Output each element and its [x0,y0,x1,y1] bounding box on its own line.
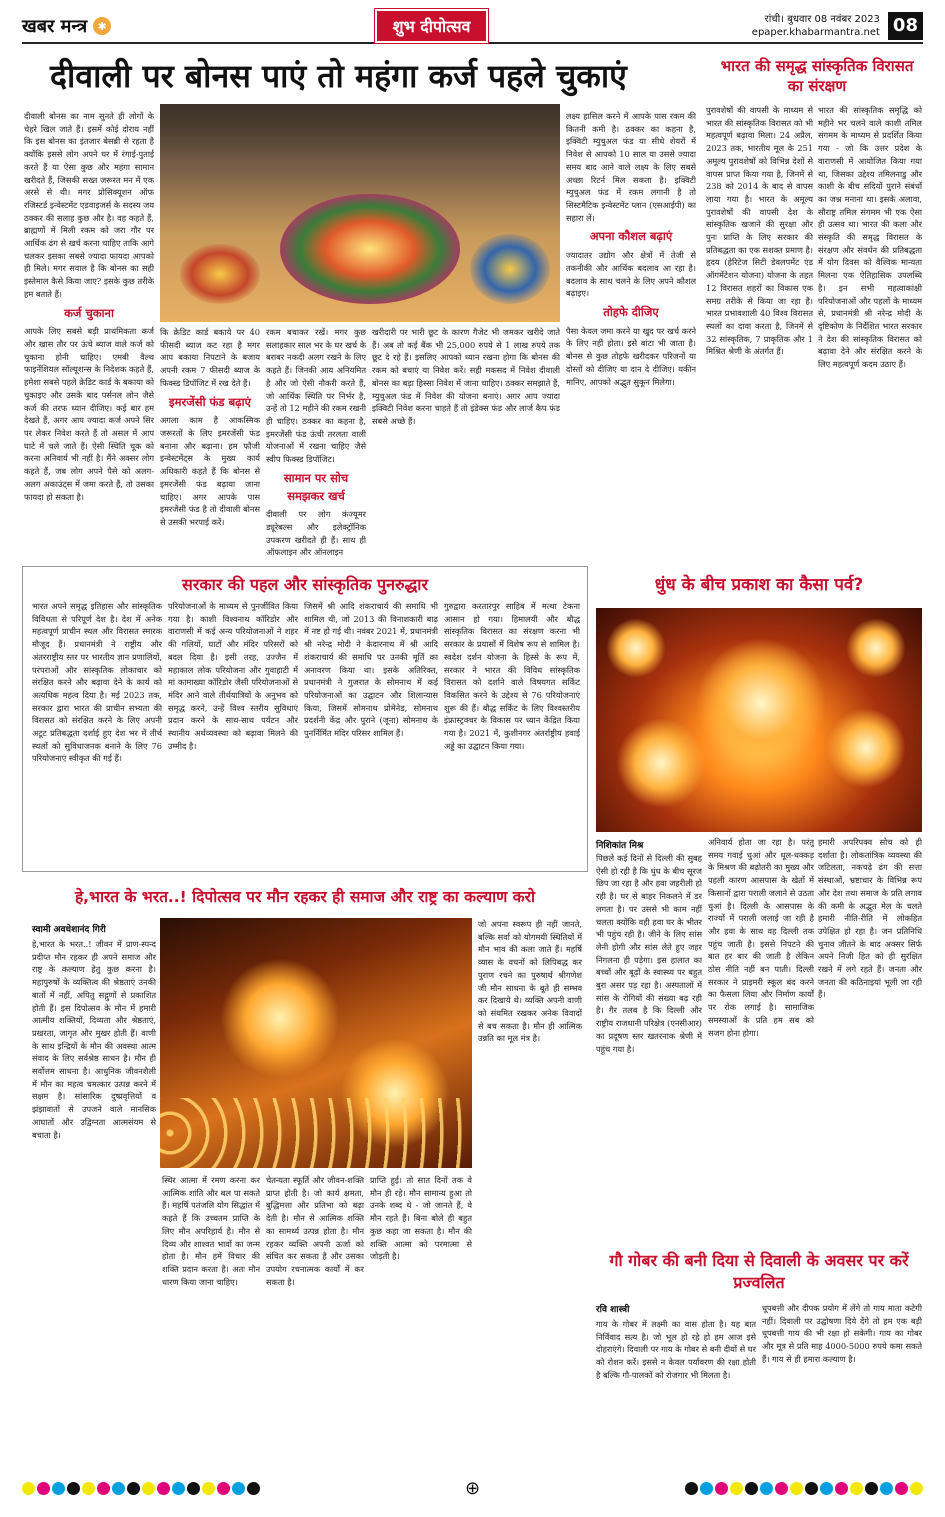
story3-col4: गुरुद्वारा करतारपुर साहिब में मत्था टेकना आसान हो गया। हिमालयी और बौद्ध सांस्कृतिक विरासत का संरक्षण करना भी सरकार के प्रयासों में विशेष रूप से शामिल है। स्वदेश दर्शन योजना के हिस्से के रूप में, सरकार ने भारत की विविध सांस्कृतिक विरासत को दर्शाने वाले विषयगत सर्किट विकसित करने के उद्देश्य से 76 परियोजनाएं शुरू की हैं। बौद्ध सर्किट के लिए विश्वस्तरीय इंफ्रास्ट्रक्चर के विकास पर ध्यान केंद्रित किया गया है। 2021 में, कुशीनगर अंतर्राष्ट्रीय हवाई अड्डे का उद्घाटन किया गया। [444,601,580,751]
story2-col2: भारत की सांस्कृतिक समृद्धि को महीने भर चलने वाले काशी तमिल संगमम के माध्यम से प्रदर्शित किया गया - जो कि उत्तर प्रदेश के वाराणसी में आयोजित किया गया था, जिसका उद्देश्य तमिलनाडु और काशी के बीच सदियों पुराने संबंधों का जश्न मनाना था। इसके अलावा, सौराष्ट्र तमिल संगमम भी एक ऐसा ही उत्सव था। भारत की कला और संस्कृति की समृद्ध विरासत के संरक्षण और संवर्धन की प्रतिबद्धता में योग दिवस को वैश्विक मान्यता मिलना एक ऐतिहासिक उपलब्धि है। इन सभी महत्वाकांक्षी परियोजनाओं और पहलों के माध्यम से, प्रधानमंत्री श्री नरेन्द्र मोदी के दृष्टिकोण के निर्देशित भारत सरकार ने देश की सांस्कृतिक विरासत को बढ़ावा देने और संरक्षित करने के लिए महत्वपूर्ण कदम उठाए हैं। [818,105,922,370]
print-registration-marks [22,1476,923,1500]
story4-col1: पिछले कई दिनों से दिल्ली की सुबह ऐसी हो रही है कि धुंध के बीच सूरज छिप जा रहा है और हवा जहरीली हो रही है। घर से बाहर निकलने में डर लगता है। पर उससे भी काम नहीं चलता क्योंकि वही हवा घर के भीतर भी पहुंच रही है। जीने के लिए सांस लेनी होगी और सांस लेते हुए जहर निगलना ही पड़ेगा। इस हालात का बच्चों और बूढ़ों के स्वास्थ्य पर बहुत बुरा असर पड़ रहा है। अस्पतालों में सांस के रोगियों की संख्या बढ़ रही है। गैर तलब है कि दिल्ली और राष्ट्रीय राजधानी परिक्षेत्र (एनसीआर) का प्रदूषण स्तर खतरनाक श्रेणी में पहुंच गया है। [596,853,702,1054]
story6-col2: धूपबत्ती और दीपक प्रयोग में लेंगे तो गाय माता कटेगी नहीं। दिवाली पर उद्घोषणा दिये देंगे तो हम एक बड़ी धूपबत्ती गाय की भी रक्षा हो सकेगी। गाय का गोबर और मूत्र से प्रति माह 4000-5000 रुपये कमा सकते हैं। गाय से ही हमारा कल्याण है। [762,1303,922,1364]
registration-dot [760,1482,773,1495]
brand [22,14,111,38]
story5-col1: हे,भारत के भरत..! जीवन में प्राण-स्पन्द प्रदीप्त मौन रहकर ही अपने समाज और राष्ट्र के कल्याण हेतु कुछ करना है। महापुरुषों के व्यक्तित्व की श्रेष्ठताएं उनकी बातों में नहीं, अपितु सद्गुणों से प्रकाशित होती हैं। इस दिपोत्सव के मौन में हमारी आत्मीय शक्तियों, दिव्यता और श्रेष्ठताएं, प्रखरता, जागृत और मुखर होती हैं। वाणी के साथ इन्द्रियों के मौन की अवस्था आत्म संवाद के लिए सर्वश्रेष्ठ साधन है। मौन ही सर्वोत्तम साधना है। आधुनिक जीवनशैली में मौन का महत्व चमत्कार उत्पन्न करने में सक्षम है। सांसारिक दुष्प्रवृत्तियों व झंझावातों से उपजने वाले मानसिक आघातों और उद्विग्नता आत्मसंयम से बचाता है। [32,939,156,1140]
story5-col2: स्थिर आत्मा में रमण करना कर आत्मिक शांति और बल पा सकते हैं। महर्षि पतंजलि योग सिद्धांत में कहते हैं कि उच्चतम प्राप्ति के लिए मौन अपरिहार्य है। मौन से दिव्य और शाश्वत भावों का जन्म होता है। मौन हमें विचार की शक्ति प्रदान करता है। अतः मौन धारण किया जाना चाहिए। [162,1175,260,1287]
registration-dot [730,1482,743,1495]
registration-dot [700,1482,713,1495]
story1-col4: खरीदारी पर भारी छूट के कारण गैजेट भी जमकर खरीदे जाते हैं। अब तो कई बैंक भी 25,000 रुपये से 1 लाख रुपये तक छूट दे रहे हैं। इसलिए आपको ध्यान रखना होगा कि बोनस की रकम को बचाएं या निवेश करें। सही मकसद में निवेश दीवाली बोनस का बड़ा हिस्सा निवेश में जाना चाहिए। ठक्कर समझाते हैं, म्युचुअल फंड में निवेश की योजना बनाएं। अगर आप ज्यादा इक्विटी निवेश करना चाहते हैं तो इंडेक्स फंड और लार्ज कैप फंड सबसे अच्छे हैं। [372,327,560,426]
story6-headline: गौ गोबर की बनी दिया से दिवाली के अवसर पर करें प्रज्वलित [609,1251,909,1292]
registration-dot [22,1482,35,1495]
registration-dot [52,1482,65,1495]
brand-name: खबर मन्त्र [22,16,88,37]
registration-dot [880,1482,893,1495]
registration-dot [895,1482,908,1495]
story1-col1: दीवाली बोनस का नाम सुनते ही लोगों के चेहरे खिल जाते हैं। इसमें कोई दोराय नहीं कि इस बोनस का इंतजार बेसब्री से रहता है क्योंकि इससे लोग अपने घर में रंगाई-पुताई करते हैं या ऐसा कुछ और महंगा सामान खरीदते हैं, जिसकी सख्त जरूरत मन में एक अरसे से थी। मगर प्रोसिक्यूशन ऑफ रजिस्टर्ड इन्वेस्टमेंट एडवाइजर्स के सदस्य जय ठक्कर की सलाह कुछ और है। वह कहते हैं, ब्राह्मणों में मिली रकम को जरा गौर पर आर्थिक ढंग से खर्च करना चाहिए ताकि आगे चलकर इसका सबसे ज्यादा फायदा आपको ही मिले। मगर सवाल है कि बोनस का सही इस्तेमाल कैसे किया जाए? इसके कुछ तरीके हम बताते हैं। कर्ज चुकाना आपके लिए सबसे बड़ी प्राथमिकता कर्ज और खास तौर पर ऊंचे ब्याज वाले कर्ज को चुकाना होनी चाहिए। एमबी वैल्थ फाइनेंशियल सॉल्यूशन्स के निदेशक कहते हैं, हमेशा सबसे पहले क्रेडिट कार्ड के बकाया को चुकाइए और उसके बाद पर्सनल लोन जैसे कर्ज की तरफ ध्यान दीजिए। कई बार हम देखते हैं, अगर आप ज्यादा कर्ज अपने सिर पर लेकर निवेश करते हैं तो असल में आप घाटे में चले जाते हैं। ऐसी स्थिति चूक को करना अनिवार्य भी नहीं है। मैंने अक्सर लोग कहते हैं, जब लोग अपने पैसे को अलग-अलग अकाउंट्स में जमा करते हैं, तो उसका फायदा हो सकता है। [24,111,154,502]
page-meta [752,12,923,39]
registration-dot [850,1482,863,1495]
registration-dot [715,1482,728,1495]
registration-dot [247,1482,260,1495]
registration-dot [805,1482,818,1495]
registration-dot [232,1482,245,1495]
story1-headline: दीवाली पर बोनस पाएं तो महंगा कर्ज पहले चुकाएं [50,57,627,95]
registration-dot [142,1482,155,1495]
registration-dot [67,1482,80,1495]
rangoli-photo [160,104,560,322]
story2-col1: पुरावशेषों की वापसी के माध्यम से भारत की सांस्कृतिक विरासत को भी महत्वपूर्ण बढ़ावा मिला। 24 अप्रैल, 2023 तक, भारतीय मूल के 251 अमूल्य पुरावशेषों को विभिन्न देशों से वापस प्राप्त किया गया है, जिनमें से 238 को 2014 के बाद से वापस लाया गया है। भारत के अमूल्य पुरावशेषों की वापसी देश के सांस्कृतिक खजाने की सुरक्षा और पुनः प्राप्ति के लिए सरकार की प्रतिबद्धता का एक सशक्त प्रमाण है। हृदय (हेरिटेज सिटी डेवलपमेंट एंड ऑगमेंटेशन योजना) योजना के तहत 12 विरासत शहरों का विकास एक समग्र तरीके से किया जा रहा है। भारत प्रभावशाली 40 विश्व विरासत स्थलों का दावा करता है, जिनमें से 32 सांस्कृतिक, 7 प्राकृतिक और 1 मिश्रित श्रेणी के अंतर्गत हैं। [706,105,813,357]
story3-col1: भारत अपने समृद्ध इतिहास और सांस्कृतिक विविधता से परिपूर्ण देश है। देश में अनेक महत्वपूर्ण प्राचीन स्थल और विरासत स्मारक मौजूद हैं। प्रधानमंत्री ने राष्ट्रीय और अंतरराष्ट्रीय स्तर पर भारतीय ज्ञान प्रणालियों, परंपराओं और सांस्कृतिक लोकाचार को संरक्षित करने और बढ़ावा देने के कार्य को अत्यधिक महत्व दिया है। मई 2023 तक, सरकार द्वारा भारत की प्राचीन सभ्यता की विरासत को संरक्षित करने के लिए अपनी अटूट प्रतिबद्धता दर्शाई हुए देश भर में तीर्थ स्थलों को सुविधाजनक बनाने के लिए 76 परियोजनाएं स्वीकृत की गई हैं। [32,601,162,764]
festival-photo [160,918,472,1168]
story1-col3: रकम बचाकर रखें। मगर कुछ सलाहकार साल भर के घर खर्च के बराबर नकदी अलग रखने के लिए कहते हैं। जिनकी आय अनियमित है और जो ऐसी नौकरी करते हैं, जो आर्थिक स्थिति पर निर्भर है, उन्हें तो 12 महीने की रकम रखनी ही चाहिए। ठक्कर का कहना है, इमरजेंसी फंड ऊंची तरलता वाली योजनाओं में रखना चाहिए जैसे स्वीप फिक्स्ड डिपॉजिट। सामान पर सोच समझकर खर्च दीवाली पर लोग कंज्यूमर ड्यूरेबल्स और इलेक्ट्रॉनिक उपकरण खरीदते ही हैं। साथ ही ऑफलाइन और ऑनलाइन [266,327,366,558]
story2-headline: भारत की समृद्ध सांस्कृतिक विरासत का संरक्षण [720,57,914,95]
story1-col2: कि क्रेडिट कार्ड बकाये पर 40 फीसदी ब्याज कट रहा है मगर आप बकाया निपटाने के बजाय अपनी रकम 7 फीसदी ब्याज के फिक्स्ड डिपॉजिट में रख देते हैं। इमरजेंसी फंड बढ़ाएं अगला काम है आकस्मिक जरूरतों के लिए इमरजेंसी फंड बनाना और बढ़ाना। हम फौजी इन्वेस्टमेंट्स के मुख्य कार्य अधिकारी कहते हैं कि बोनस से इमरजेंसी फंड बढ़ाया जाना चाहिए। अगर आपके पास इमरजेंसी फंड है तो दीवाली बोनस से उसकी भरपाई करें। [160,327,260,527]
story1-subhead2: इमरजेंसी फंड बढ़ाएं [169,394,251,409]
masthead [22,10,923,44]
story1-subhead3: सामान पर सोच समझकर खर्च [283,470,349,503]
registration-crosshair-icon: ⊕ [464,1477,481,1499]
brand-logo-icon: ✱ [93,17,111,35]
story4-col3: हमारी अपरिपक्व सोच को ही दर्शाता है। लोकतांत्रिक व्यवस्था की जटिलता, नकचढ़े ढंग की सत्ता संस्थाओं, भ्रष्टाचार के विभिन्न रूप और देश तथा समाज के प्रति लगाव की कमी के अद्भुत मेल के चलते हमारी नीति-रीति में लोकहित उपेक्षित हो रहा है। जन प्रतिनिधि चुनाव जीतने के बाद अक्सर सिर्फ अपने निजी हित को ही सुरक्षित रखने में लगे रहते हैं। जनता और जनता की कठिनाइयां भूली जा रही हैं। [818,837,922,1000]
registration-dots-left [22,1482,260,1495]
story5-headline: हे,भारत के भरत..! दिपोत्सव पर मौन रहकर ही समाज और राष्ट्र का कल्याण करो [74,888,536,906]
registration-dot [835,1482,848,1495]
story4-headline: धुंध के बीच प्रकाश का कैसा पर्व? [654,575,864,595]
registration-dot [910,1482,923,1495]
diya-photo [596,608,922,832]
registration-dot [187,1482,200,1495]
registration-dot [745,1482,758,1495]
registration-dots-right [685,1482,923,1495]
registration-dot [157,1482,170,1495]
registration-dot [820,1482,833,1495]
story3-col2: परियोजनाओं के माध्यम से पुनर्जीवित किया गया है। काशी विश्वनाथ कॉरिडोर और वाराणसी में कई अन्य परियोजनाओं ने शहर की गलियों, घाटों और मंदिर परिसरों को बदल दिया है। इसी तरह, उज्जैन में महाकाल लोक परियोजना और गुवाहाटी में मां कामाख्या कॉरिडोर जैसी परियोजनाओं से मंदिर आने वाले तीर्थयात्रियों के अनुभव को समृद्ध करने, उन्हें विश्व स्तरीय सुविधाएं प्रदान करने के साथ-साथ पर्यटन और स्थानीय अर्थव्यवस्था को बढ़ावा मिलने की उम्मीद है। [168,601,298,751]
issue-date: रांची। बुधवार 08 नवंबर 2023 [764,13,880,25]
page-number: 08 [888,12,923,39]
story5-col5: जो अपना स्वरूप ही नहीं जानते, बल्कि सर्वा को योगमयी स्थितियों में मौन भाव की कला जाते हैं। महर्षि व्यास के वचनों को लिपिबद्ध कर पुराण रचने का पुरुषार्थ श्रीगणेश जी मौन साधना के बूते ही सम्भव कर दिखाये थे। व्यक्ति अपनी वाणी को संयमित रखकर अनेक विवादों से बच सकता है। मौन ही आत्मिक उन्नति का मूल मंत्र है। [478,919,582,1044]
story1-subhead6: तोहफे दीजिए [603,304,659,319]
story6-col1: गाय के गोबर में लक्ष्मी का वास होता है। यह बात निर्विवाद सत्य है। जो भूल हो रहे हो हम आज इसे दोहराएंगे। दिवाली पर गाय के गोबर से बनी दीयों से घर को रोशन करें। इससे न केवल पर्यावरण की रक्षा होती है बल्कि गौ-पालकों को रोजगार भी मिलता है। [596,1319,756,1380]
registration-dot [790,1482,803,1495]
registration-dot [775,1482,788,1495]
site-url: epaper.khabarmantra.net [751,26,880,38]
story3-headline: सरकार की पहल और सांस्कृतिक पुनरुद्धार [182,575,428,594]
registration-dot [82,1482,95,1495]
story1-col5: लक्ष्य हासिल करने में आपके पास रकम की कितनी कमी है। ठक्कर का कहना है, इक्विटी म्युचुअल फंड या सीधे शेयरों में निवेश से आपको 10 साल या उससे ज्यादा समय बाद आने वाले लक्ष्य के लिए सबसे अच्छा रिटर्न मिल सकता है। इक्विटी म्युचुअल फंड में रकम लगानी है तो सिस्टमैटिक इन्वेस्टमेंट प्लान (एसआईपी) का सहारा लें। अपना कौशल बढ़ाएं ज्यादातर उद्योग और क्षेत्रों में तेजी से तकनीकी और आर्थिक बदलाव आ रहा है। बदलाव के साथ चलने के लिए अपने कौशल बढ़ाइए। तोहफे दीजिए पैसा केवल जमा करने या खुद पर खर्च करने के लिए नहीं होता। इसे बांटा भी जाता है। बोनस से कुछ तोहफे खरीदकर परिजनों या दोस्तों को दीजिए या दान दे दीजिए। यकीन मानिए, आपको अद्भुत सुकून मिलेगा। [566,111,696,387]
story5-col3: चेतन्यता स्फूर्ति और जीवन-शक्ति प्राप्त होती है। जो कार्य क्षमता, बुद्धिमत्ता और प्रतिभा को बढ़ा देती है। मौन से आत्मिक शक्ति का सामर्थ्य उत्पन्न होता है। मौन रहकर व्यक्ति अपनी ऊर्जा को संचित कर सकता है और उसका उपयोग रचनात्मक कार्यों में कर सकता है। [266,1175,364,1287]
story5-col4: प्राप्ति हुई। तो सात दिनों तक वे मौन ही रहे। मौन सामान्य हुआ तो उनके शब्द थे - जो जानते हैं, वे मौन रहते हैं। बिना बोले ही बहुत कुछ कहा जा सकता है। मौन की शक्ति आत्मा को परमात्मा से जोड़ती है। [370,1175,472,1262]
story4-byline: निशिकांत मिश्र [596,841,644,851]
story4-col2: अनिवार्य होता जा रहा है। परंतु समय गवाई धुआं और धूल-धक्कड़ के मिश्रण की बढ़ोतरी का मुख्य और पहली कारण आसपास के खेतों में किसानों द्वारा पराली जलाने से उठता धुआं है। दिल्ली के आसपास के राज्यों में पराली जलाई जा रही है और हवा के साथ वह दिल्ली तक पहुंच जाती है। इससे निपटने की बात हर बार की जाती है लेकिन ठोस नीति नहीं बन पाती। दिल्ली सरकार ने प्राइमरी स्कूल बंद करने का फैसला लिया और निर्माण कार्यों पर रोक लगाई है। सामाजिक समस्याओं के प्रति हम सब को सजग होना होगा। [708,837,814,1038]
story1-subhead1: कर्ज चुकाना [64,305,114,320]
registration-dot [202,1482,215,1495]
registration-dot [127,1482,140,1495]
registration-dot [685,1482,698,1495]
registration-dot [97,1482,110,1495]
section-tag: शुभ दीपोत्सव [375,9,489,43]
registration-dot [112,1482,125,1495]
registration-dot [217,1482,230,1495]
story5-byline: स्वामी अवधेशानंद गिरी [32,925,106,935]
story1-subhead5: अपना कौशल बढ़ाएं [589,229,673,244]
registration-dot [37,1482,50,1495]
registration-dot [172,1482,185,1495]
story3-col3: जिसमें श्री आदि शंकराचार्य की समाधि भी शामिल थी, जो 2013 की विनाशकारी बाढ़ में नष्ट हो गई थी। नवंबर 2021 में, प्रधानमंत्री श्री नरेन्द्र मोदी ने केदारनाथ में श्री आदि शंकराचार्य की समाधि पर उनकी मूर्ति का अनावरण किया था। इसके अतिरिक्त, प्रधानमंत्री ने गुजरात के सोमनाथ में कई परियोजनाओं का उद्घाटन और शिलान्यास किया, जिसमें सोमनाथ प्रोमेनेड, सोमनाथ प्रदर्शनी केंद्र और पुराने (जूना) सोमनाथ के पुनर्निर्मित मंदिर परिसर शामिल हैं। [304,601,438,739]
story6-byline: रवि शास्त्री [596,1305,630,1315]
registration-dot [865,1482,878,1495]
